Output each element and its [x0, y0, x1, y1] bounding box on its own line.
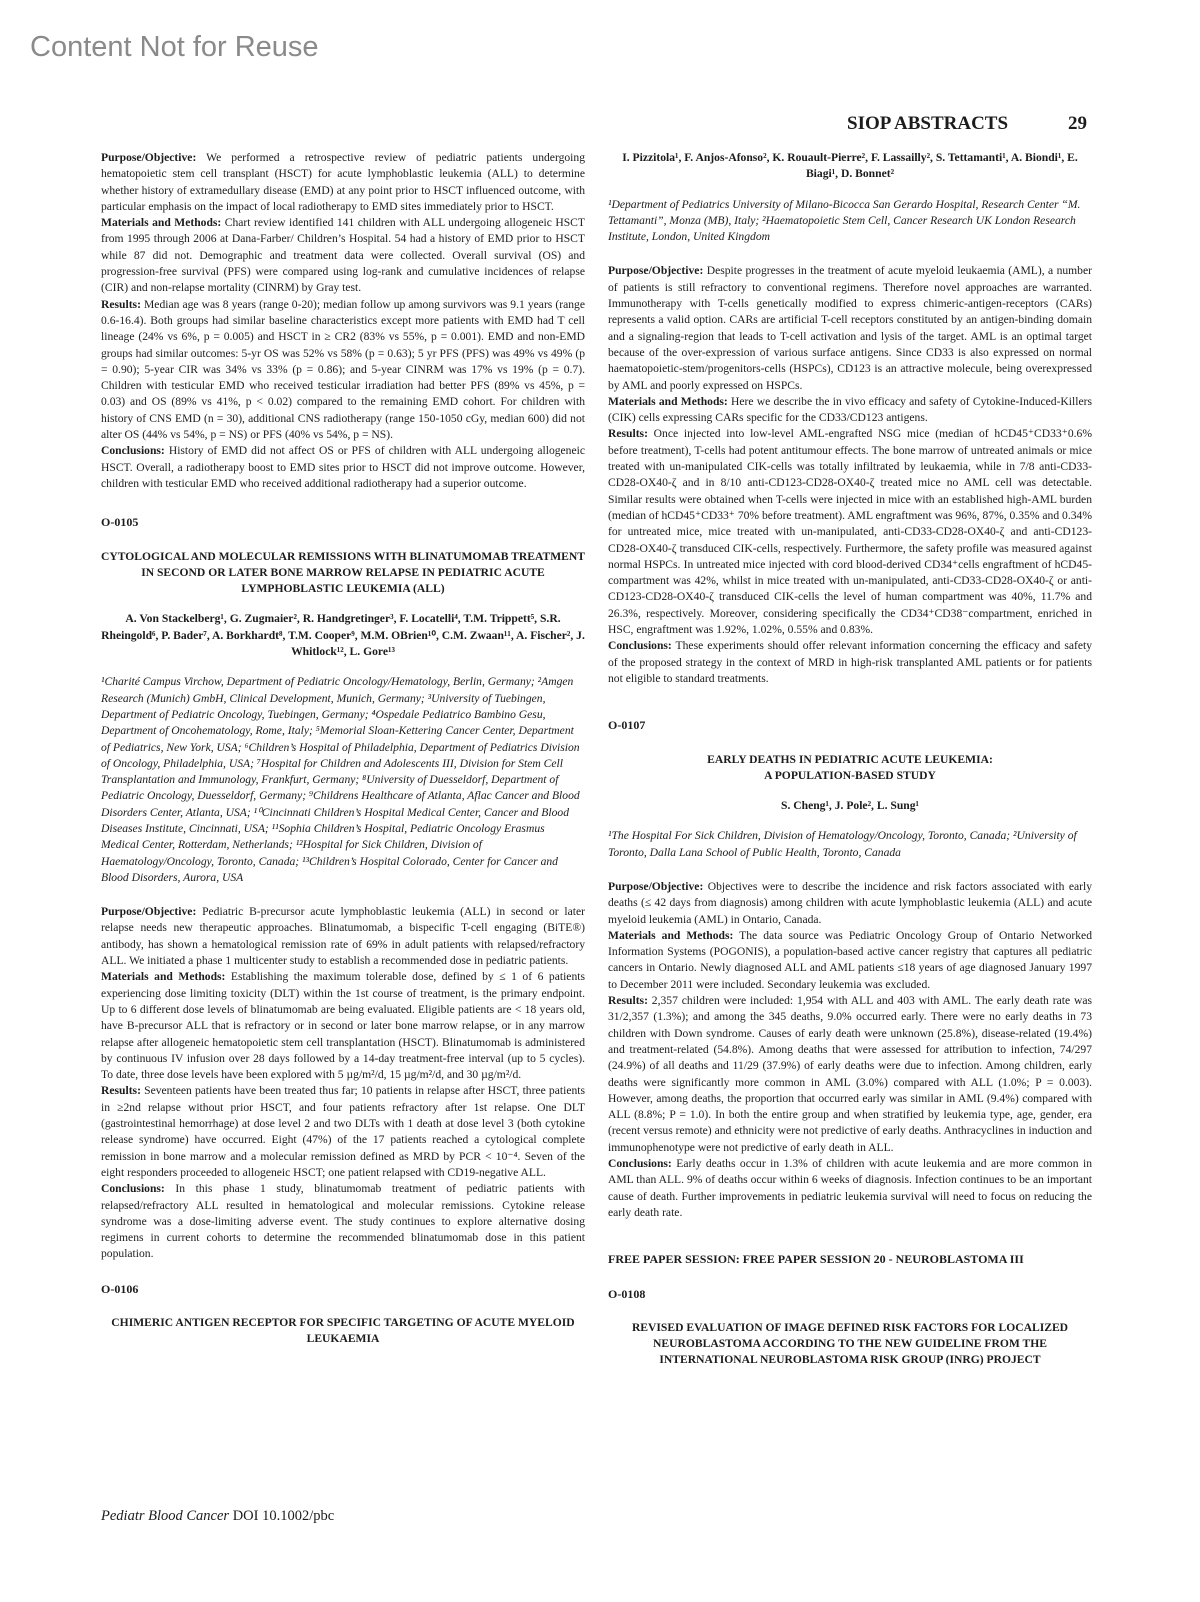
- abstract-authors: A. Von Stackelberg¹, G. Zugmaier², R. Handgretinger³, F. Locatelli⁴, T.M. Trippett⁵, S.R. Rheingold⁶, P. Bader⁷, A. Borkhardt⁸, T.M. Cooper⁹, M.M. OBrien¹⁰, C.M. Zwaan¹¹, A. Fischer², J. Whitlock¹², L. Gore¹³: [101, 612, 585, 659]
- abstract-title: CYTOLOGICAL AND MOLECULAR REMISSIONS WITH BLINATUMOMAB TREATMENT IN SECOND OR LATER BONE MARROW RELAPSE IN PEDIATRIC ACUTE LYMPHOBLASTIC LEUKEMIA (ALL): [101, 549, 586, 596]
- results-section: [101, 1083, 585, 1181]
- section-text: In this phase 1 study, blinatumomab treatment of pediatric patients with relapsed/refractory ALL resulted in hematological and molecular remissions. Cytokine release syndrome was a dose-limiting adverse event. The study continues to explore alternative dosing regimens in current cohorts to determine the recommended blinatumomab dose in this patient population.: [101, 1182, 585, 1261]
- section-label: Conclusions:: [608, 639, 672, 653]
- results-section: [608, 993, 1092, 1156]
- section-label: Conclusions:: [101, 444, 165, 458]
- section-label: Results:: [101, 1084, 141, 1098]
- abstract-id: O-0105: [101, 515, 139, 530]
- abstract-affiliations: ¹Department of Pediatrics University of Milano-Bicocca San Gerardo Hospital, Research Center “M. Tettamanti”, Monza (MB), Italy; ²Haematopoietic Stem Cell, Cancer Research UK London Research Institute, London, United Kingdom: [608, 197, 1081, 244]
- abstract-title-line: EARLY DEATHS IN PEDIATRIC ACUTE LEUKEMIA:: [707, 752, 993, 766]
- section-label: Materials and Methods:: [101, 216, 222, 230]
- section-label: Purpose/Objective:: [608, 879, 704, 893]
- abstract-continued: [101, 150, 585, 492]
- section-label: Materials and Methods:: [608, 394, 728, 408]
- abstract-title: CHIMERIC ANTIGEN RECEPTOR FOR SPECIFIC TARGETING OF ACUTE MYELOID LEUKAEMIA: [111, 1316, 575, 1346]
- abstract-id: O-0108: [608, 1286, 646, 1301]
- section-text: The data source was Pediatric Oncology Group of Ontario Networked Information Systems (POGONIS), a population-based active cancer registry that captures all pediatric cancers in Ontario. Newly diagnosed ALL and AML patients ≤18 years of age diagnosed January 1997 to December 2011 were included. Secondary leukemia was excluded.: [608, 928, 1092, 991]
- conclusions-section: [101, 1181, 585, 1262]
- section-label: Materials and Methods:: [608, 928, 734, 942]
- section-text: Objectives were to describe the incidence and risk factors associated with early deaths (≤ 42 days from diagnosis) among children with acute lymphoblastic leukemia (ALL) and acute myeloid leukemia (AML) in Ontario, Canada.: [608, 879, 1092, 926]
- methods-section: [608, 394, 1092, 427]
- section-text: History of EMD did not affect OS or PFS of children with ALL undergoing allogeneic HSCT. Overall, a radiotherapy boost to EMD sites prior to HSCT did not improve outcome. However, children with testicular EMD who received additional radiotherapy had a superior outcome.: [101, 444, 585, 490]
- abstract-authors: S. Cheng¹, J. Pole², L. Sung¹: [781, 799, 919, 813]
- abstract-authors: I. Pizzitola¹, F. Anjos-Afonso², K. Rouault-Pierre², F. Lassailly², S. Tettamanti¹, A. Biondi¹, E. Biagi¹, D. Bonnet²: [622, 151, 1078, 181]
- conclusions-section: [608, 1156, 1092, 1221]
- purpose-section: [608, 879, 1092, 928]
- section-text: Despite progresses in the treatment of acute myeloid leukaemia (AML), a number of patients is still refractory to conventional regimens. Therefore novel approaches are warranted. Immunotherapy with T-cells genetically modified to express chimeric-antigen-receptors (CARs) represents a valid option. CARs are artificial T-cell receptors constituted by an antigen-binding domain and a signaling-region that leads to T-cell activation and lysis of the target. AML is an optimal target because of the over-expression of various surface antigens. Since CD33 is also expressed on normal haematopoietic-stem/progenitors-cells (HSPCs), CD123 is an attractive molecule, being overexpressed by AML and poorly expressed on HSPCs.: [608, 264, 1092, 392]
- conclusions-section: [608, 638, 1092, 687]
- abstract-title-line: A POPULATION-BASED STUDY: [764, 768, 936, 782]
- section-label: Purpose/Objective:: [101, 151, 197, 164]
- section-text: Once injected into low-level AML-engrafted NSG mice (median of hCD45⁺CD33⁺0.6% before treatment), T-cells had potent antitumour effects. The bone marrow of untreated animals or mice treated with un-manipulated CIK-cells was totally infiltrated by leukaemia, while in 7/8 anti-CD33-CD28-OX40-ζ and in 8/10 anti-CD123-CD28-OX40-ζ treated mice no AML cell was detectable. Similar results were obtained when T-cells were injected in mice with an established high-AML burden (median of hCD45⁺CD33⁺ 70% before treatment). AML engraftment was 96%, 87%, 0.35% and 0.34% for untreated mice, mice treated with un-manipulated, anti-CD33-CD28-OX40-ζ and anti-CD123-CD28-OX40-ζ transduced CIK-cells, respectively. Furthermore, the safety profile was measured against normal HSPCs. In untreated mice injected with cord blood-derived CD34⁺cells engraftment of hCD45-compartment was 42%, whilst in mice treated with un-manipulated, anti-CD33-CD28-OX40-ζ or anti-CD123-CD28-OX40-ζ transduced CIK-cells the level of human compartment was 40%, 11.7% and 26.3%, respectively. Moreover, considering specifically the CD34⁺CD38⁻compartment, enriched in HSC, engraftment was 1.92%, 1.02%, 0.55% and 0.83%.: [608, 427, 1092, 637]
- section-text: Establishing the maximum tolerable dose, defined by ≤ 1 of 6 patients experiencing dose limiting toxicity (DLT) within the 1st course of treatment, is the primary endpoint. Up to 6 different dose levels of blinatumomab are being evaluated. Eligible patients are < 18 years old, have B-precursor ALL that is refractory or in second or later bone marrow relapse, or in any marrow relapse after allogeneic hematopoietic stem cell transplantation (HSCT). Blinatumomab is administered by continuous IV infusion over 28 days followed by a 14-day treatment-free interval (up to 5 cycles). To date, three dose levels have been explored with 5 µg/m²/d, 15 µg/m²/d, and 30 µg/m²/d.: [101, 970, 585, 1082]
- methods-section: [608, 928, 1092, 993]
- section-label: Conclusions:: [101, 1182, 165, 1196]
- left-column: [101, 150, 585, 1348]
- purpose-section: [101, 904, 585, 969]
- journal-name: Pediatr Blood Cancer: [101, 1508, 230, 1524]
- abstract-affiliations: ¹Charité Campus Virchow, Department of Pediatric Oncology/Hematology, Berlin, Germany; ²Amgen Research (Munich) GmbH, Clinical Development, Munich, Germany; ³University of Tuebingen, Department of Pediatric Oncology, Tuebingen, Germany; ⁴Ospedale Pediatrico Bambino Gesu, Department of Oncohematology, Rome, Italy; ⁵Memorial Sloan-Kettering Cancer Center, Department of Pediatrics, New York, USA; ⁶Children’s Hospital of Philadelphia, Department of Pediatrics Division of Oncology, Philadelphia, USA; ⁷Hospital for Children and Adolescents III, Division for Stem Cell Transplantation and Immunology, Frankfurt, Germany; ⁸University of Duesseldorf, Department of Pediatric Oncology, Duesseldorf, Germany; ⁹Childrens Healthcare of Atlanta, Aflac Cancer and Blood Disorders Center, Atlanta, USA; ¹⁰Cincinnati Children’s Hospital Medical Center, Cancer and Blood Diseases Institute, Cincinnati, USA; ¹¹Sophia Children’s Hospital, Pediatric Oncology Erasmus Medical Center, Rotterdam, Netherlands; ¹²Hospital for Sick Children, Division of Haematology/Oncology, Toronto, Canada; ¹³Children’s Hospital Colorado, Center for Cancer and Blood Disorders, Aurora, USA: [101, 675, 580, 884]
- section-text: Early deaths occur in 1.3% of children with acute leukemia and are more common in AML than ALL. 9% of deaths occur within 6 weeks of diagnosis. Infection continues to be an important cause of death. Further improvements in pediatric leukemia survival will need to focus on reducing the early death rate.: [608, 1157, 1092, 1219]
- purpose-section: [608, 263, 1092, 393]
- abstract-id: O-0106: [101, 1281, 139, 1296]
- abstract-body: [101, 904, 585, 1263]
- section-label: Purpose/Objective:: [608, 264, 704, 278]
- section-label: Results:: [101, 297, 141, 311]
- results-section: [608, 426, 1092, 638]
- watermark: Content Not for Reuse: [30, 31, 319, 63]
- section-label: Results:: [608, 427, 648, 441]
- purpose-section: [101, 150, 585, 215]
- abstract-title: [608, 752, 1092, 785]
- section-text: Here we describe the in vivo efficacy and safety of Cytokine-Induced-Killers (CIK) cells expressing CARs specific for the CD33/CD123 antigens.: [608, 394, 1092, 425]
- section-text: Seventeen patients have been treated thus far; 10 patients in relapse after HSCT, three patients in ≥2nd relapse without prior HSCT, and four patients refractory after 1st relapse. One DLT (gastrointestinal hemorrhage) at dose level 2 and two DLTs with 1 death at dose level 3 (both cytokine release syndrome) have occurred. Eight (47%) of the 17 patients reached a cytological complete remission in bone marrow and a molecular remission defined as MRD by PCR < 10⁻⁴. Seven of the eight responders proceeded to allogeneic HSCT; one patient relapsed with CD19-negative ALL.: [101, 1084, 585, 1179]
- section-label: Purpose/Objective:: [101, 905, 197, 919]
- section-text: Pediatric B-precursor acute lymphoblastic leukemia (ALL) in second or later relapse needs new therapeutic approaches. Blinatumomab, a bispecific T-cell engaging (BiTE®) antibody, has shown a hematological remission rate of 69% in adult patients with relapsed/refractory ALL. We initiated a phase 1 multicenter study to establish a recommended dose in pediatric patients.: [101, 905, 585, 968]
- methods-section: [101, 215, 585, 296]
- results-section: [101, 297, 585, 444]
- abstract-body: [608, 263, 1092, 687]
- abstract-affiliations: ¹The Hospital For Sick Children, Division of Hematology/Oncology, Toronto, Canada; ²University of Toronto, Dalla Lana School of Public Health, Toronto, Canada: [608, 829, 1077, 859]
- running-head: [847, 113, 1087, 139]
- section-label: Results:: [608, 994, 648, 1008]
- journal-doi: DOI 10.1002/pbc: [229, 1508, 335, 1524]
- right-column: [608, 150, 1092, 1369]
- section-text: These experiments should offer relevant information concerning the efficacy and safety of the proposed strategy in the context of MRD in high-risk transplanted AML patients or for patients not eligible to standard treatments.: [608, 639, 1092, 685]
- abstract-title: REVISED EVALUATION OF IMAGE DEFINED RISK FACTORS FOR LOCALIZED NEUROBLASTOMA ACCORDING TO THE NEW GUIDELINE FROM THE INTERNATIONAL NEUROBLASTOMA RISK GROUP (INRG) PROJECT: [631, 1320, 1069, 1367]
- session-heading: FREE PAPER SESSION: FREE PAPER SESSION 20 - NEUROBLASTOMA III: [608, 1252, 1024, 1267]
- section-text: Chart review identified 141 children with ALL undergoing allogeneic HSCT from 1995 through 2006 at Dana-Farber/ Children’s Hospital. 54 had a history of EMD prior to HSCT while 87 did not. Demographic and treatment data were collected. Overall survival (OS) and progression-free survival (PFS) were compared using log-rank and cumulative incidences of relapse (CIR) and non-relapse mortality (CINRM) by Gray test.: [101, 216, 585, 295]
- page-number: 29: [1068, 113, 1087, 134]
- section-label: Conclusions:: [608, 1157, 672, 1171]
- section-text: We performed a retrospective review of pediatric patients undergoing hematopoietic stem cell transplant (HSCT) for acute lymphoblastic leukemia (ALL) to determine whether history of extramedullary disease (EMD) at any point prior to HSCT influenced outcome, with particular emphasis on the impact of local radiotherapy to EMD sites immediately prior to HSCT.: [101, 151, 585, 213]
- page-footer: [101, 1508, 334, 1525]
- abstract-id: O-0107: [608, 718, 646, 733]
- section-label: Materials and Methods:: [101, 970, 226, 984]
- section-text: Median age was 8 years (range 0-20); median follow up among survivors was 9.1 years (range 0.6-16.4). Both groups had similar baseline characteristics except more patients with EMD had T cell lineage (24% vs 6%, p = 0.005) and HSCT in ≥ CR2 (83% vs 55%, p = 0.001). EMD and non-EMD groups had similar outcomes: 5-yr OS was 52% vs 58% (p = 0.63); 5 yr PFS (PFS) was 49% vs 49% (p = 0.90); 5-year CIR was 34% vs 33% (p = 0.86); and 5-year CINRM was 17% vs 19% (p = 0.7). Children with testicular EMD who received testicular irradiation had better PFS (89% vs 45%, p = 0.03) and OS (89% vs 41%, p < 0.02) compared to the remaining EMD cohort. For children with history of CNS EMD (n = 30), additional CNS radiotherapy (range 150-1050 cGy, median 600) did not alter OS (44% vs 54%, p = NS) or PFS (40% vs 54%, p = NS).: [101, 297, 585, 442]
- running-head-title: SIOP ABSTRACTS: [847, 113, 1009, 134]
- conclusions-section: [101, 443, 585, 492]
- methods-section: [101, 969, 585, 1083]
- abstract-body: [608, 879, 1092, 1221]
- section-text: 2,357 children were included: 1,954 with ALL and 403 with AML. The early death rate was 31/2,357 (1.3%); and among the 345 deaths, 9.0% occurred early. There were no early deaths in 73 children with Down syndrome. Causes of early death were unknown (25.8%), disease-related (19.4%) and treatment-related (54.8%). Among deaths that were assessed for attribution to infection, 74/297 (24.9%) of all deaths and 11/29 (37.9%) of early deaths were due to infection. Among children, early deaths were significantly more common in AML (3.0%) compared with ALL (1.0%; P = 0.003). However, among deaths, the proportion that occurred early was similar in AML (9.4%) compared with ALL (8.8%; P = 1.0). In both the entire group and when stratified by leukemia type, age, gender, era (recent versus remote) and ethnicity were not predictive of early deaths. Anthracyclines in induction and immunophenotype were not predictive of early death in ALL.: [608, 994, 1092, 1154]
